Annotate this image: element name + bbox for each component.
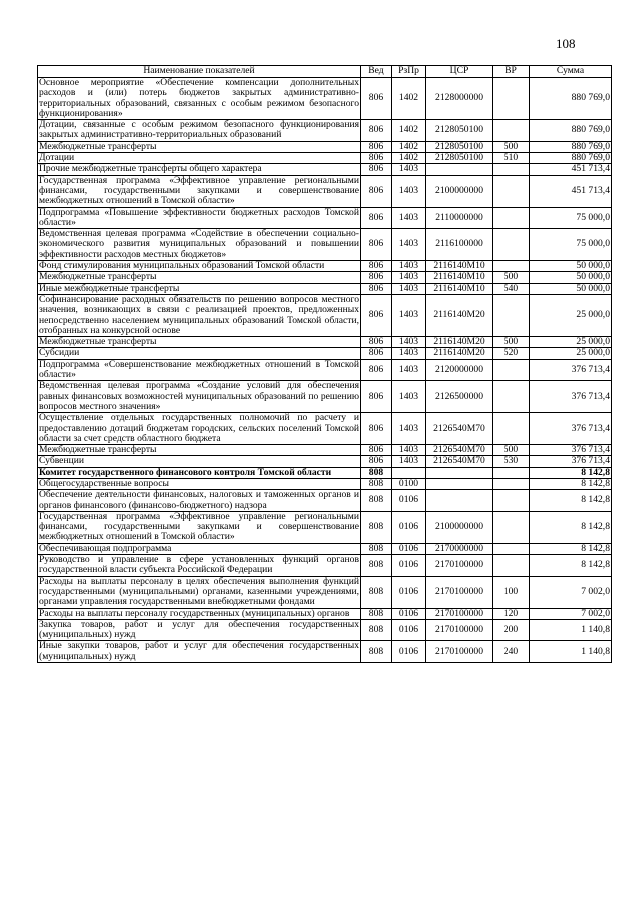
cell-rzpr: 1403 [392, 294, 426, 336]
cell-csr: 2116100000 [426, 229, 493, 261]
cell-ved: 808 [361, 467, 392, 478]
cell-csr: 2170100000 [426, 555, 493, 577]
cell-csr [426, 490, 493, 512]
table-row [38, 348, 612, 359]
cell-sum: 8 142,8 [530, 543, 612, 554]
table-row [38, 555, 612, 577]
cell-rzpr [392, 467, 426, 478]
cell-ved: 806 [361, 78, 392, 120]
cell-vr [493, 490, 530, 512]
cell-ved: 808 [361, 641, 392, 663]
cell-csr: 2100000000 [426, 511, 493, 543]
table-row [38, 543, 612, 554]
cell-vr [493, 381, 530, 413]
cell-vr: 500 [493, 141, 530, 152]
cell-csr: 2128050100 [426, 141, 493, 152]
cell-ved: 806 [361, 359, 392, 381]
cell-rzpr: 1403 [392, 359, 426, 381]
cell-name: Межбюджетные трансферты [38, 445, 361, 456]
cell-ved: 808 [361, 608, 392, 619]
cell-name: Общегосударственные вопросы [38, 478, 361, 489]
table-row [38, 511, 612, 543]
cell-name: Осуществление отдельных государственных полномочий по расчету и предоставлению дотаций бюджетам городских, сельских поселений Томской области за счет средств областного бюджета [39, 412, 359, 444]
cell-csr: 2170100000 [426, 619, 493, 641]
cell-rzpr: 1403 [392, 229, 426, 261]
cell-ved: 808 [361, 490, 392, 512]
cell-rzpr: 1403 [392, 445, 426, 456]
table-row [38, 120, 612, 142]
cell-ved: 806 [361, 229, 392, 261]
table-row [38, 576, 612, 608]
table-row [38, 337, 612, 348]
cell-rzpr: 1403 [392, 283, 426, 294]
table-row [38, 478, 612, 489]
table-row [38, 141, 612, 152]
cell-csr: 2126540M70 [426, 456, 493, 467]
budget-table [37, 65, 612, 663]
cell-rzpr: 1402 [392, 120, 426, 142]
cell-rzpr: 0106 [392, 608, 426, 619]
cell-rzpr: 0106 [392, 490, 426, 512]
cell-vr: 540 [493, 283, 530, 294]
cell-name: Софинансирование расходных обязательств по решению вопросов местного значения, возникающих в связи с реализацией проектов, предложенных непосредственно населением муниципальных образований Томской области, отобранных на конкурсной основе [39, 293, 359, 336]
cell-rzpr: 1403 [392, 348, 426, 359]
cell-sum: 376 713,4 [530, 445, 612, 456]
cell-ved: 806 [361, 207, 392, 229]
cell-csr: 2170100000 [426, 641, 493, 663]
cell-name: Комитет государственного финансового контроля Томской области [38, 467, 361, 478]
cell-sum: 75 000,0 [530, 207, 612, 229]
cell-sum: 8 142,8 [530, 511, 612, 543]
cell-name: Межбюджетные трансферты [38, 337, 361, 348]
cell-sum: 376 713,4 [530, 413, 612, 445]
cell-sum: 25 000,0 [530, 294, 612, 336]
cell-rzpr: 0100 [392, 478, 426, 489]
cell-vr: 200 [493, 619, 530, 641]
cell-csr: 2110000000 [426, 207, 493, 229]
cell-vr: 120 [493, 608, 530, 619]
cell-sum: 8 142,8 [530, 467, 612, 478]
cell-rzpr: 0106 [392, 619, 426, 641]
cell-name: Обеспечение деятельности финансовых, налоговых и таможенных органов и органов финансового (финансово-бюджетного) надзора [39, 489, 359, 511]
cell-sum: 75 000,0 [530, 229, 612, 261]
cell-rzpr: 1402 [392, 78, 426, 120]
cell-sum: 1 140,8 [530, 619, 612, 641]
header-vr: ВР [493, 66, 530, 78]
cell-sum: 50 000,0 [530, 261, 612, 272]
cell-sum: 25 000,0 [530, 348, 612, 359]
cell-sum: 25 000,0 [530, 337, 612, 348]
cell-sum: 376 713,4 [530, 359, 612, 381]
cell-vr [493, 543, 530, 554]
header-rzpr: РзПр [392, 66, 426, 78]
table-row [38, 207, 612, 229]
cell-ved: 806 [361, 164, 392, 175]
cell-vr: 100 [493, 576, 530, 608]
table-row [38, 641, 612, 663]
cell-ved: 808 [361, 576, 392, 608]
cell-ved: 806 [361, 445, 392, 456]
cell-vr [493, 229, 530, 261]
cell-rzpr: 0106 [392, 555, 426, 577]
cell-sum: 376 713,4 [530, 456, 612, 467]
cell-ved: 806 [361, 381, 392, 413]
cell-rzpr: 0106 [392, 543, 426, 554]
cell-ved: 806 [361, 120, 392, 142]
cell-csr: 2116140M10 [426, 283, 493, 294]
cell-vr [493, 359, 530, 381]
cell-sum: 880 769,0 [530, 153, 612, 164]
cell-name: Межбюджетные трансферты [38, 272, 361, 283]
header-csr: ЦСР [426, 66, 493, 78]
cell-name: Подпрограмма «Повышение эффективности бюджетных расходов Томской области» [39, 206, 359, 228]
cell-csr: 2170100000 [426, 608, 493, 619]
table-header-row [38, 66, 612, 78]
cell-ved: 806 [361, 348, 392, 359]
cell-csr: 2128050100 [426, 120, 493, 142]
table-row [38, 490, 612, 512]
table-row [38, 261, 612, 272]
cell-name: Закупка товаров, работ и услуг для обеспечения государственных (муниципальных) нужд [39, 618, 359, 641]
cell-vr: 510 [493, 153, 530, 164]
cell-csr: 2116140M20 [426, 294, 493, 336]
table-row [38, 608, 612, 619]
page-number: 108 [556, 36, 576, 51]
cell-csr: 2120000000 [426, 359, 493, 381]
table-row [38, 456, 612, 467]
cell-vr [493, 413, 530, 445]
cell-csr: 2116140M20 [426, 337, 493, 348]
cell-sum: 880 769,0 [530, 78, 612, 120]
cell-vr [493, 467, 530, 478]
cell-rzpr: 1403 [392, 381, 426, 413]
cell-vr: 500 [493, 445, 530, 456]
cell-csr: 2170100000 [426, 576, 493, 608]
cell-ved: 806 [361, 141, 392, 152]
cell-vr [493, 294, 530, 336]
table-row [38, 272, 612, 283]
cell-rzpr: 1403 [392, 413, 426, 445]
cell-ved: 808 [361, 619, 392, 641]
header-name: Наименование показателей [38, 66, 361, 78]
cell-vr: 500 [493, 337, 530, 348]
cell-name: Ведомственная целевая программа «Содействие в обеспечении социально-экономического развития муниципальных образований и повышении эффективности расходов местных бюджетов» [39, 228, 359, 260]
cell-vr: 240 [493, 641, 530, 663]
cell-vr [493, 175, 530, 207]
table-row [38, 153, 612, 164]
table-row [38, 619, 612, 641]
cell-csr: 2116140M10 [426, 272, 493, 283]
cell-vr: 520 [493, 348, 530, 359]
cell-rzpr: 1403 [392, 456, 426, 467]
cell-rzpr: 1403 [392, 272, 426, 283]
header-ved: Вед [361, 66, 392, 78]
cell-sum: 7 002,0 [530, 608, 612, 619]
cell-ved: 806 [361, 261, 392, 272]
cell-rzpr: 0106 [392, 576, 426, 608]
cell-rzpr: 1402 [392, 153, 426, 164]
cell-rzpr: 1402 [392, 141, 426, 152]
table-row [38, 283, 612, 294]
table-row [38, 467, 612, 478]
cell-sum: 451 713,4 [530, 164, 612, 175]
cell-ved: 806 [361, 337, 392, 348]
cell-ved: 806 [361, 272, 392, 283]
cell-vr [493, 120, 530, 142]
cell-csr: 2126540M70 [426, 413, 493, 445]
cell-ved: 808 [361, 555, 392, 577]
cell-name: Расходы на выплаты персоналу государственных (муниципальных) органов [38, 608, 361, 619]
table-row [38, 229, 612, 261]
cell-csr: 2126540M70 [426, 445, 493, 456]
cell-name: Субсидии [38, 348, 361, 359]
table-row [38, 175, 612, 207]
cell-csr [426, 164, 493, 175]
cell-name: Государственная программа «Эффективное управление региональными финансами, государственными закупками и совершенствование межбюджетных отношений в Томской области» [39, 174, 359, 207]
cell-ved: 806 [361, 153, 392, 164]
cell-name: Фонд стимулирования муниципальных образований Томской области [38, 261, 361, 272]
cell-ved: 808 [361, 478, 392, 489]
table-row [38, 78, 612, 120]
cell-sum: 880 769,0 [530, 120, 612, 142]
header-sum: Сумма [530, 66, 612, 78]
table-row [38, 359, 612, 381]
cell-vr [493, 261, 530, 272]
cell-sum: 451 713,4 [530, 175, 612, 207]
cell-sum: 8 142,8 [530, 490, 612, 512]
cell-ved: 806 [361, 456, 392, 467]
cell-sum: 8 142,8 [530, 478, 612, 489]
cell-rzpr: 1403 [392, 261, 426, 272]
cell-sum: 50 000,0 [530, 283, 612, 294]
cell-ved: 806 [361, 294, 392, 336]
cell-vr [493, 511, 530, 543]
cell-csr [426, 467, 493, 478]
cell-ved: 808 [361, 511, 392, 543]
cell-name: Иные закупки товаров, работ и услуг для обеспечения государственных (муниципальных) нужд [39, 640, 359, 662]
table-row [38, 413, 612, 445]
cell-ved: 806 [361, 413, 392, 445]
cell-rzpr: 1403 [392, 207, 426, 229]
cell-sum: 8 142,8 [530, 555, 612, 577]
cell-rzpr: 1403 [392, 337, 426, 348]
cell-name: Государственная программа «Эффективное управление региональными финансами, государственными закупками и совершенствование межбюджетных отношений в Томской области» [39, 510, 359, 543]
cell-name: Подпрограмма «Совершенствование межбюджетных отношений в Томской области» [39, 358, 359, 381]
cell-name: Прочие межбюджетные трансферты общего характера [38, 164, 361, 175]
cell-name: Руководство и управление в сфере установленных функций органов государственной власти субъекта Российской Федерации [39, 554, 359, 576]
cell-name: Дотации, связанные с особым режимом безопасного функционирования закрытых административно-территориальных образований [39, 119, 359, 141]
cell-name: Обеспечивающая подпрограмма [38, 543, 361, 554]
cell-name: Ведомственная целевая программа «Создание условий для обеспечения равных финансовых возможностей муниципальных образований по решению вопросов местного значения» [39, 380, 359, 412]
cell-vr [493, 555, 530, 577]
cell-rzpr: 0106 [392, 641, 426, 663]
table-row [38, 294, 612, 336]
cell-vr: 530 [493, 456, 530, 467]
cell-csr: 2128000000 [426, 78, 493, 120]
cell-ved: 806 [361, 283, 392, 294]
cell-csr: 2128050100 [426, 153, 493, 164]
cell-csr: 2100000000 [426, 175, 493, 207]
cell-vr [493, 478, 530, 489]
table-row [38, 381, 612, 413]
cell-name: Основное мероприятие «Обеспечение компенсации дополнительных расходов и (или) потерь бюджетов закрытых административно-территориальных образований, связанных с особым режимом безопасного функционирования» [39, 77, 359, 119]
cell-vr [493, 164, 530, 175]
cell-ved: 808 [361, 543, 392, 554]
cell-sum: 7 002,0 [530, 576, 612, 608]
cell-vr [493, 78, 530, 120]
cell-csr: 2116140M20 [426, 348, 493, 359]
cell-name: Иные межбюджетные трансферты [38, 283, 361, 294]
cell-rzpr: 0106 [392, 511, 426, 543]
cell-csr: 2170000000 [426, 543, 493, 554]
cell-sum: 880 769,0 [530, 141, 612, 152]
cell-sum: 376 713,4 [530, 381, 612, 413]
table-body [38, 78, 612, 663]
table-row [38, 445, 612, 456]
cell-name: Межбюджетные трансферты [38, 141, 361, 152]
cell-csr: 2116140M10 [426, 261, 493, 272]
cell-csr [426, 478, 493, 489]
cell-sum: 50 000,0 [530, 272, 612, 283]
cell-ved: 806 [361, 175, 392, 207]
cell-name: Дотации [38, 153, 361, 164]
table-row [38, 164, 612, 175]
cell-sum: 1 140,8 [530, 641, 612, 663]
cell-rzpr: 1403 [392, 164, 426, 175]
cell-name: Субвенции [38, 456, 361, 467]
cell-name: Расходы на выплаты персоналу в целях обеспечения выполнения функций государственными (муниципальными) органами, казенными учреждениями, органами управления государственными внебюджетными фондами [39, 575, 359, 608]
cell-rzpr: 1403 [392, 175, 426, 207]
cell-vr: 500 [493, 272, 530, 283]
cell-csr: 2126500000 [426, 381, 493, 413]
cell-vr [493, 207, 530, 229]
